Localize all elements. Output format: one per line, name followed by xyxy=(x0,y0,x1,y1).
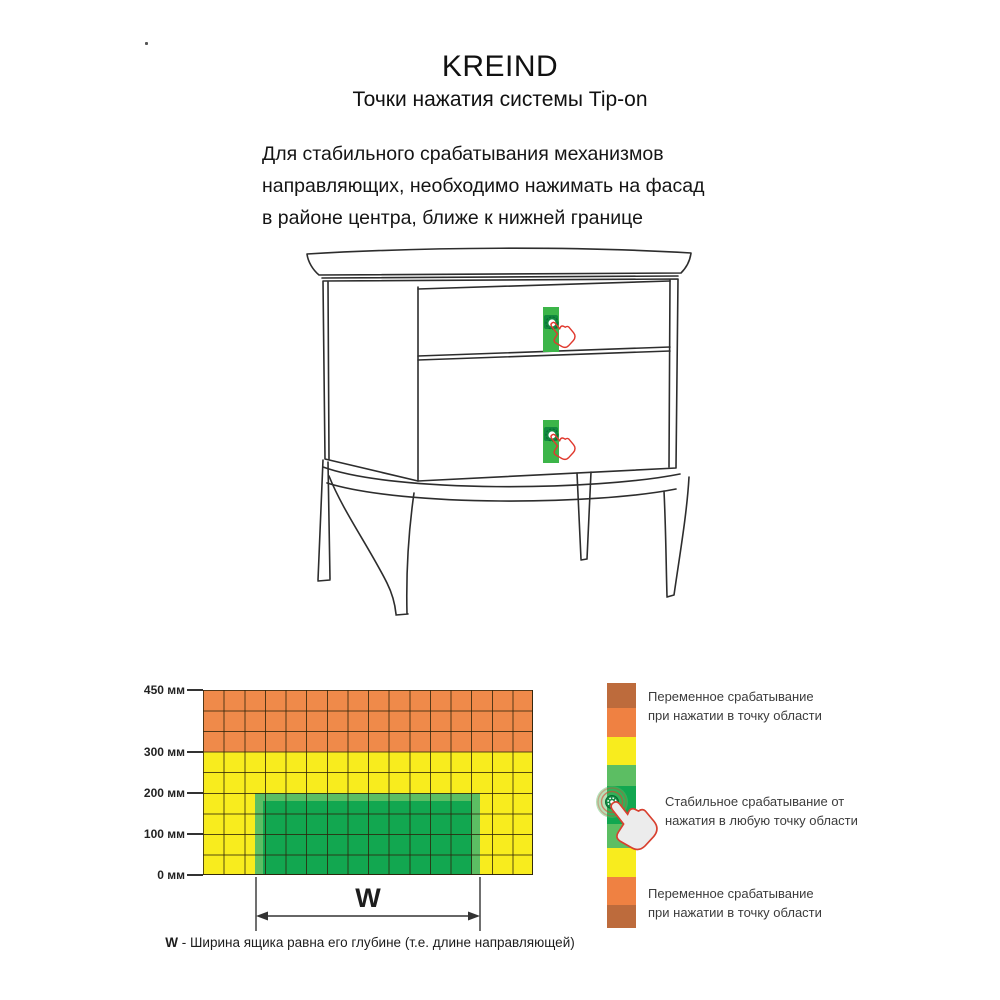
legend-segment-brown-top xyxy=(607,683,636,708)
intro-paragraph xyxy=(262,138,705,234)
axis-label-200: 200 мм xyxy=(143,786,185,800)
axis-label-300: 300 мм xyxy=(143,745,185,759)
legend-segment-orange-bottom xyxy=(607,877,636,905)
press-zone-grid xyxy=(203,690,533,875)
axis-tick xyxy=(187,833,203,835)
page-title: KREIND xyxy=(441,50,559,83)
w-caption xyxy=(140,935,600,950)
legend-item-variable-bottom: Переменное срабатывание при нажатии в точку области xyxy=(648,886,822,920)
front-right-leg xyxy=(664,477,689,597)
legend-item-stable: Стабильное срабатывание от нажатия в любую точку области xyxy=(665,794,858,828)
axis-tick xyxy=(187,874,203,876)
intro-line-2: направляющих, необходимо нажимать на фасад xyxy=(262,175,705,197)
w-caption-text: - Ширина ящика равна его глубине (т.е. длине направляющей) xyxy=(181,935,575,950)
w-dimension-label: W xyxy=(355,883,381,913)
stray-dot xyxy=(145,42,148,45)
back-left-leg xyxy=(318,460,330,581)
legend-segment-brown-bottom xyxy=(607,905,636,928)
nightstand-illustration xyxy=(295,243,705,625)
legend-item-variable-top: Переменное срабатывание при нажатии в точку области xyxy=(648,689,822,723)
axis-tick xyxy=(187,689,203,691)
axis-label-0: 0 мм xyxy=(157,868,185,882)
legend-segment-yellow-top xyxy=(607,737,636,765)
legend-hand-press-icon xyxy=(590,778,666,854)
grid-lines xyxy=(203,690,533,875)
press-zone-rect xyxy=(543,307,559,352)
axis-label-100: 100 мм xyxy=(143,827,185,841)
w-dimension-arrow xyxy=(240,875,500,935)
intro-line-1: Для стабильного срабатывания механизмов xyxy=(262,143,664,165)
axis-tick xyxy=(187,751,203,753)
legend-segment-orange-top xyxy=(607,708,636,737)
axis-tick xyxy=(187,792,203,794)
intro-line-3: в районе центра, ближе к нижней границе xyxy=(262,207,643,229)
press-zone-rect xyxy=(543,420,559,463)
w-caption-bold: W xyxy=(165,935,179,950)
tabletop xyxy=(307,248,691,275)
axis-label-450: 450 мм xyxy=(143,683,185,697)
carcass xyxy=(323,279,678,481)
page-subtitle: Точки нажатия системы Tip-on xyxy=(352,88,648,111)
